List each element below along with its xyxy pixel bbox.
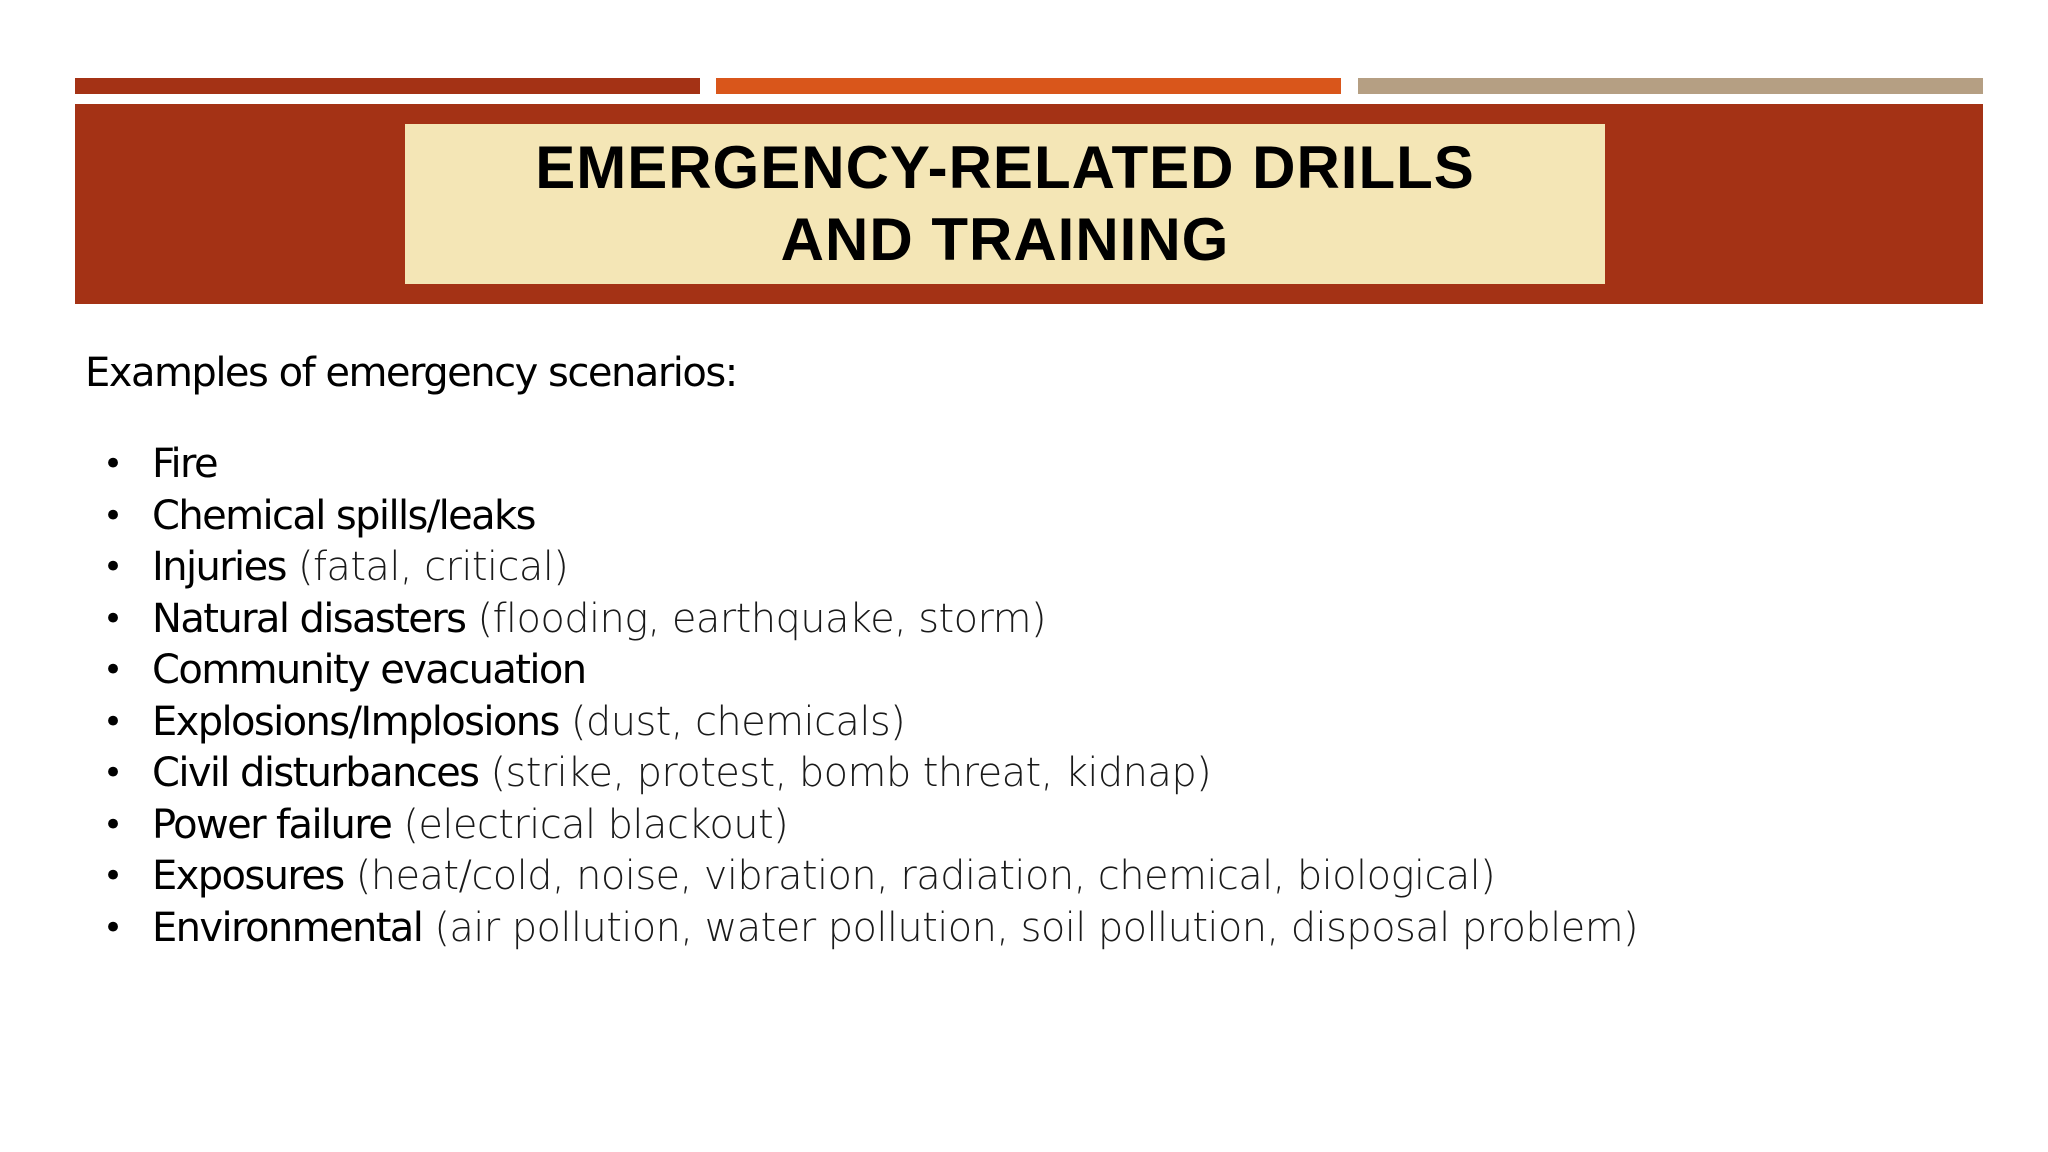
scenario-term: Chemical spills/leaks [152,492,535,539]
scenario-term: Explosions/Implosions [152,698,559,745]
list-item [85,491,1965,543]
bullet-icon: • [103,856,124,896]
bullet-icon: • [103,547,124,587]
slide-title [535,132,1475,276]
bullet-icon: • [103,650,124,690]
bullet-icon: • [103,598,124,639]
scenario-term: Natural disasters [152,595,466,642]
list-item [85,851,1965,903]
scenario-term: Civil disturbances [152,750,479,796]
scenario-detail: (air pollution, water pollution, soil pollution, disposal problem) [422,904,1639,951]
scenario-term: Injuries [152,544,286,590]
list-item [85,542,1965,594]
bullet-icon: • [103,495,124,536]
bullet-icon: • [103,444,124,484]
scenario-detail: (flooding, earthquake, storm) [465,595,1047,642]
header-stripe-orange [716,78,1341,94]
bullet-icon: • [103,753,124,793]
list-item [85,594,1965,646]
scenario-term: Community evacuation [152,647,586,693]
intro-text: Examples of emergency scenarios: [85,350,737,396]
scenario-term: Power failure [152,801,392,848]
slide-title-line-2: AND TRAINING [780,206,1230,273]
bullet-icon: • [103,907,124,948]
header-stripe-dark-red [75,78,700,94]
slide-title-line-1: EMERGENCY-RELATED DRILLS [535,134,1475,201]
scenario-detail: (electrical blackout) [391,801,789,848]
list-item [85,800,1965,852]
scenario-term: Exposures [152,853,344,899]
scenario-list [85,439,1965,954]
bullet-icon: • [103,804,124,845]
list-item [85,903,1965,955]
header-stripe-taupe [1358,78,1983,94]
scenario-term: Environmental [152,904,423,951]
scenario-detail: (fatal, critical) [285,544,569,590]
bullet-icon: • [103,701,124,742]
title-box [405,124,1605,284]
list-item [85,645,1965,697]
scenario-detail: (dust, chemicals) [558,698,906,745]
scenario-detail: (strike, protest, bomb threat, kidnap) [478,750,1212,796]
slide-content [85,345,1965,954]
list-item [85,697,1965,749]
scenario-term: Fire [152,441,217,487]
list-item [85,748,1965,800]
scenario-detail: (heat/cold, noise, vibration, radiation, chemical, biological) [343,853,1496,899]
list-item [85,439,1965,491]
